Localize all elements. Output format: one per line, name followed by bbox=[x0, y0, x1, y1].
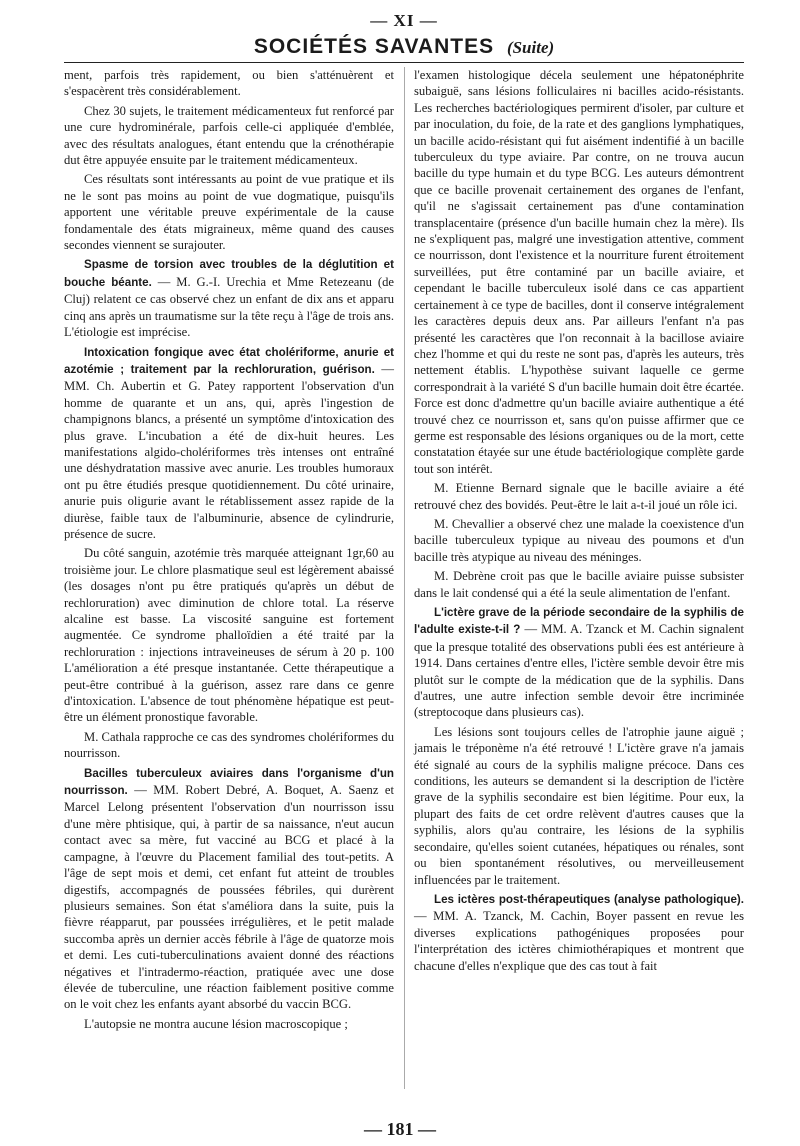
article-text: — MM. Robert Debré, A. Boquet, A. Saenz et Marcel Lelong présentent l'observation d'un nourrisson issu d'une mère phtisique, qui, à partir de sa naissance, n'eut aucun contact avec sa mère, fut vacciné au BCG et placé à la campagne, à l'œuvre du Placement familial des tout-petits. A l'âge de sept mois et demi, cet enfant fut atteint de troubles digestifs, accompagnés de poussées fébriles, qui durèrent plusieurs semaines. Son état s'améliora dans la suite, puis la fièvre réapparut, par poussées irrégulières, et le petit malade succomba après un dernier accès fébrile à l'âge de quatorze mois et demi. Les cuti-tuberculinations avaient donné des réactions négatives et l'intradermo-réaction, pratiquée avec une dose élevée de tuberculine, une réaction faiblement positive comme on le voit chez les enfants ayant absorbé du vaccin BCG. bbox=[64, 783, 394, 1012]
article-heading: Intoxication fongique avec état cholériforme, anurie et azotémie ; traitement par la rechloruration, guérison. bbox=[64, 345, 394, 376]
paragraph bbox=[64, 344, 394, 543]
paragraph: L'autopsie ne montra aucune lésion macroscopique ; bbox=[84, 1016, 348, 1031]
paragraph: M. Etienne Bernard signale que le bacille aviaire a été retrouvé chez des bovidés. Peut-être le lait a-t-il joué un rôle ici. bbox=[414, 481, 744, 512]
paragraph: Du côté sanguin, azotémie très marquée atteignant 1gr,60 au troisième jour. Le chlore plasmatique seul est légèrement abaissé (les dosages n'ont pu être pratiqués qu'après un début de rechloruration) avec diminution de chlore total. La réserve alcaline est basse. La viscosité sanguine est fortement augmentée. Ce syndrome phalloïdien a été traité par la rechloruration : injections intraveineuses de sérum à 20 p. 100 L'amélioration a été presque instantanée. Cette thérapeutique a peut-être contribué à la guérison, assez rare dans ce genre d'intoxication. L'absence de tout phénomène hépatique est peut-être un élément pronostique favorable. bbox=[64, 546, 394, 725]
section-title-suffix: (Suite) bbox=[506, 38, 555, 57]
paragraph: Ces résultats sont intéressants au point de vue pratique et ils ne le sont pas moins au point de vue dogmatique, puisqu'ils apportent une véritable preuve expérimentale de la cause fondamentale des états migraineux, même quand des causes secondes viennent se surajouter. bbox=[64, 172, 394, 253]
article-heading: Bacilles tuberculeux aviaires dans l'organisme d'un nourrisson. bbox=[64, 766, 394, 798]
paragraph: ment, parfois très rapidement, ou bien s'atténuèrent et s'espacèrent très considérablement. bbox=[64, 68, 394, 99]
paragraph: Chez 30 sujets, le traitement médicamenteux fut renforcé par une cure hydrominérale, parfois celle-ci appliquée d'emblée, avec des résultats analogues, étant entendu que la crénothérapie dut être appuyée ensuite par le traitement médicamenteux. bbox=[64, 103, 394, 168]
paragraph: M. Cathala rapproche ce cas des syndromes cholériformes du nourrisson. bbox=[64, 729, 394, 761]
paragraph bbox=[64, 765, 394, 1013]
roman-folio: — XI — bbox=[370, 11, 438, 30]
article-text: — MM. A. Tzanck et M. Cachin signalent que la presque totalité des observations publi ées est antérieure à 1914. Dans certaines d'entre elles, l'ictère semble devoir être mis plutôt sur le compte de la médication que de la syphilis. Dans d'autres, une autre infection semble devoir être incriminée (streptocoque dans plusieurs cas). bbox=[414, 622, 744, 720]
article-heading: Les ictères post-thérapeutiques (analyse pathologique). bbox=[434, 892, 744, 906]
paragraph bbox=[414, 604, 744, 721]
right-column bbox=[412, 67, 744, 1089]
article-text: — MM. Ch. Aubertin et G. Patey rapportent l'observation d'un homme de quarante et un ans, qui, après l'ingestion de champignons blancs, a présenté un symptôme d'intoxication des plus grave. L'incubation a été de dix-huit heures. Les manifestations algido-cholériformes très intenses ont entraîné une déshydratation massive avec anurie. Les troubles humoraux ont pu être étudiés presque quotidiennement. Du côté urinaire, anurie puis oligurie avant le rétablissement assez rapide de la diurèse, faible taux de l'albuminurie, absence de cylindrurie, présence de sucre. bbox=[64, 361, 394, 541]
section-title: SOCIÉTÉS SAVANTES bbox=[253, 35, 495, 58]
article-heading: L'ictère grave de la période secondaire de la syphilis de l'adulte existe-t-il ? bbox=[414, 606, 744, 637]
paragraph: M. Debrène croit pas que le bacille aviaire puisse subsister dans le lait condensé qui a été la seule alimentation de l'enfant. bbox=[414, 569, 744, 600]
section-header bbox=[64, 32, 744, 63]
paragraph: M. Chevallier a observé chez une malade la coexistence d'un bacille tuberculeux typique au niveau des poumons et d'un bacille très atypique au niveau des méninges. bbox=[414, 516, 744, 564]
left-column bbox=[64, 67, 405, 1089]
article-text: — M. G.-I. Urechia et Mme Retezeanu (de Cluj) relatent ce cas observé chez un enfant de dix ans et apparu cinq ans après un traumatisme sur la tête reçu à l'âge de trois ans. L'étiologie est imprécise. bbox=[64, 274, 394, 340]
paragraph: l'examen histologique décela seulement une hépatonéphrite subaiguë, sans lésions folliculaires ni bacilles acido-résistants. Les recherches bactériologiques permirent d'isoler, par culture et par inoculation, du foie, de la rate et des ganglions lymphatiques, un bacille acido-résistant qui fut aisément indentifié à un bacille tuberculeux du type aviaire. Par contre, on ne trouva aucun bacille du type humain et du type BCG. Les auteurs démontrent que ce bacille provenait certainement des organes de l'enfant, qu'il ne s'agissait certainement pas d'une contamination transplacentaire (présence d'un bacille humain chez la mère). Ils ne s'expliquent pas, malgré une investigation attentive, comment ce nourrisson, dont l'existence et la nourriture furent étroitement surveillées, put être contaminé par un bacille aviaire, et cependant le bacille tuberculeux isolé dans ce cas appartient certainement à ce type de bacilles, dont il conserve intégralement les caractères depuis deux ans. Par ailleurs l'enfant n'a pas présenté les caractères que l'on reconnait à la bacillose aviaire chez l'homme et qui du reste ne sont pas, d'après les auteurs, très nettement établis. L'hypothèse suivant laquelle ce germe correspondrait à la variété S d'un bacille humain doit être écartée. Force est donc d'admettre qu'un bacille aviaire authentique a été trouvé chez ce nourrisson et, sans qu'on puisse affirmer que ce germe est responsable des lésions organiques ou de la mort, cette constatation étayée sur une étude bactériologique complète garde tout son intérêt. bbox=[414, 68, 744, 476]
paragraph: Les lésions sont toujours celles de l'atrophie jaune aiguë ; jamais le tréponème n'a été retrouvé ! L'ictère grave n'a jamais été signalé au cours de la syphilis maligne précoce. Dans ces conditions, les auteurs se demandent si la description de l'ictère grave de la syphilis secondaire est bien légitime. Pour eux, la plupart des faits de cet ordre relèvent d'autres causes que la syphilis, alors qu'au contraire, les lésions de la syphilis secondaire, qu'elles soient cutanées, hépatiques ou rénales, sont ou bien spontanément résolutives, ou merveilleusement influencées par le traitement. bbox=[414, 724, 744, 887]
article-text: — MM. A. Tzanck, M. Cachin, Boyer passent en revue les diverses explications pathogéniques proposées pour l'interprétation des ictères chimiothérapiques et montrent que chacune d'elles n'explique que des cas tout à fait bbox=[414, 909, 744, 973]
page-number: — 181 — bbox=[364, 1119, 436, 1139]
article-heading: Spasme de torsion avec troubles de la déglutition et bouche béante. bbox=[64, 258, 394, 289]
paragraph bbox=[64, 256, 394, 340]
text-columns bbox=[64, 67, 744, 1089]
paragraph bbox=[414, 891, 744, 974]
